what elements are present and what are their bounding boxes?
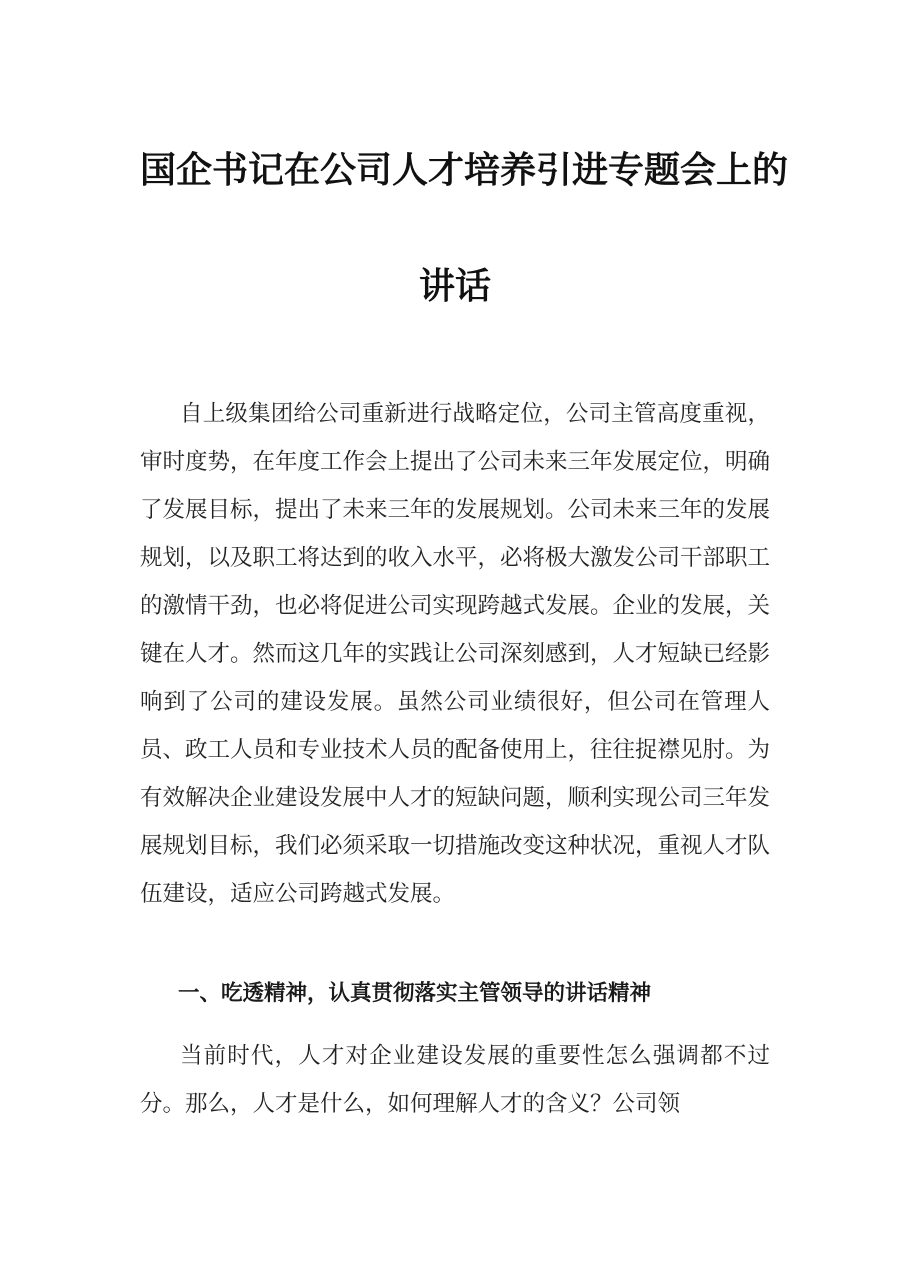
document-title-line-2: 讲话 bbox=[418, 265, 491, 307]
section-heading-1: 一、吃透精神，认真贯彻落实主管领导的讲话精神 bbox=[178, 981, 652, 1006]
document-title-line-1: 国企书记在公司人才培养引进专题会上的 bbox=[140, 149, 789, 191]
body-paragraph-2: 当前时代，人才对企业建设发展的重要性怎么强调都不过分。那么，人才是什么，如何理解人才的含义？公司领 bbox=[140, 1043, 770, 1117]
body-paragraph-1: 自上级集团给公司重新进行战略定位，公司主管高度重视，审时度势，在年度工作会上提出了公司未来三年发展定位，明确了发展目标，提出了未来三年的发展规划。公司未来三年的发展规划，以及职工将达到的收入水平，必将极大激发公司干部职工的激情干劲，也必将促进公司实现跨越式发展。企业的发展，关键在人才。然而这几年的实践让公司深刻感到，人才短缺已经影响到了公司的建设发展。虽然公司业绩很好，但公司在管理人员、政工人员和专业技术人员的配备使用上，往往捉襟见肘。为有效解决企业建设发展中人才的短缺问题，顺利实现公司三年发展规划目标，我们必须采取一切措施改变这种状况，重视人才队伍建设，适应公司跨越式发展。 bbox=[140, 401, 771, 907]
